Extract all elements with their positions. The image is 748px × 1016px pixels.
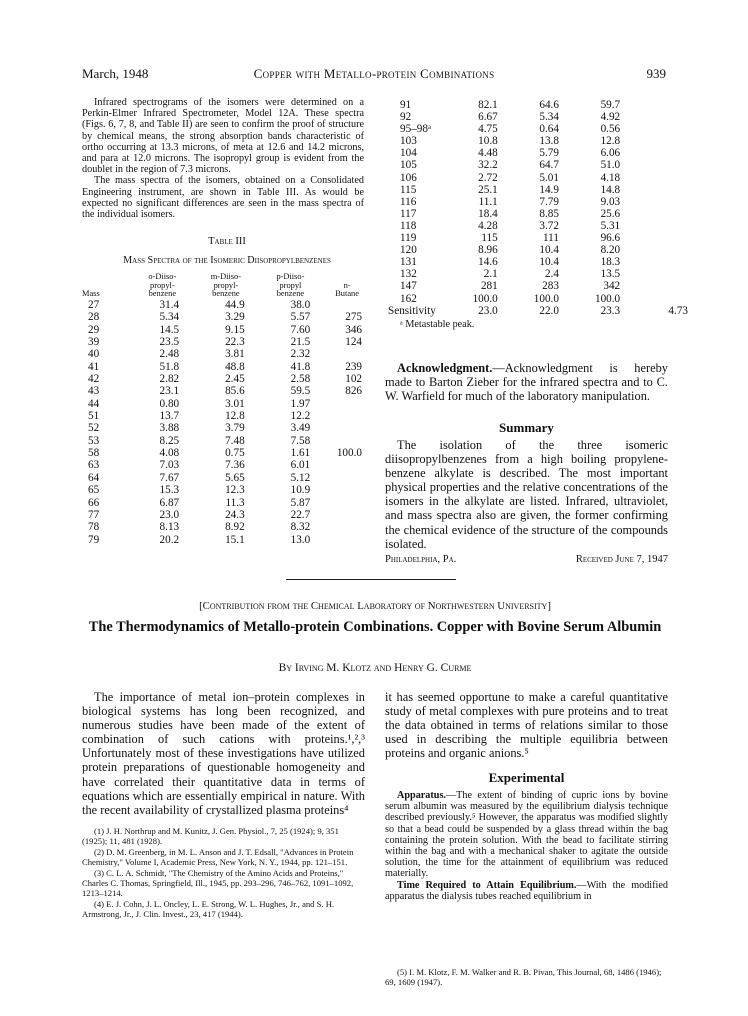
table-cell: 826 (345, 385, 362, 398)
table-cell (632, 268, 688, 280)
table-row (388, 196, 688, 208)
table-cell: 6.67 (478, 111, 498, 124)
table-cell: 100.0 (472, 292, 498, 305)
table-cell: 51 (88, 410, 100, 423)
table-cell: 12.2 (290, 410, 311, 423)
table-cell: 20.2 (159, 533, 180, 546)
table-cell: 91 (400, 99, 412, 111)
table-cell: 23.5 (159, 336, 180, 349)
table-cell: 5.79 (539, 147, 559, 160)
table-cell: 3.79 (225, 422, 245, 435)
col-header-ortho: o-Diiso- propyl- benzene (148, 272, 177, 299)
table-cell (322, 534, 372, 546)
table-cell: 11.3 (225, 496, 245, 509)
table-cell: 5.12 (290, 471, 311, 484)
apparatus-label: Apparatus. (397, 790, 446, 801)
table-row (82, 435, 372, 447)
table-row (388, 135, 688, 147)
footnotes-left (82, 826, 365, 920)
article-authors: By Irving M. Klotz and Henry G. Curme (278, 662, 472, 674)
table-cell: 7.36 (225, 459, 245, 472)
table-cell (322, 459, 372, 471)
table-row (388, 256, 688, 268)
table-cell: 7.48 (225, 434, 245, 447)
table-cell: 23.3 (600, 304, 621, 317)
table-cell (322, 398, 372, 410)
table-cell: 342 (603, 280, 621, 293)
table-cell: 13.8 (539, 135, 559, 148)
acknowledgment-label: Acknowledgment. (397, 361, 493, 375)
table-row (82, 348, 372, 360)
table-iii-body (82, 299, 372, 546)
table-row (82, 447, 372, 459)
table-cell: 119 (400, 232, 417, 245)
table-cell: 42 (88, 373, 100, 386)
table-cell: 0.75 (225, 447, 245, 460)
table-cell: 12.3 (225, 484, 245, 497)
table-cell: 23.0 (159, 508, 180, 521)
table-cell: 53 (88, 434, 100, 447)
table-cell: 23.0 (478, 304, 498, 317)
table-cell: 51.0 (600, 159, 621, 172)
time-equilibrium-text: —With the modified apparatus the dialysis tubes reached equilibrium in (385, 879, 668, 902)
table-cell: 65 (88, 484, 100, 497)
table-cell: 28 (88, 311, 100, 324)
table-row (388, 268, 688, 280)
footnote-1: (1) J. H. Northrup and M. Kunitz, J. Gen. Physiol., 7, 25 (1924); 9, 351 (1925); 11, 481 (1928). (82, 826, 339, 847)
table-cell: 85.6 (225, 385, 245, 398)
table-cell: 2.58 (290, 373, 311, 386)
table-cell: 44.9 (225, 299, 245, 311)
table-cell: 22.3 (225, 336, 245, 349)
table-cell: 9.15 (225, 323, 245, 336)
table-cell (632, 256, 688, 268)
table-cell: 111 (542, 232, 559, 245)
table-cell: 38.0 (290, 299, 311, 311)
table-iii (82, 235, 372, 546)
table-cell (322, 497, 372, 509)
table-cell: 2.48 (159, 348, 180, 361)
table-row (82, 373, 372, 385)
table-cell: 77 (88, 508, 100, 521)
table-cell: 5.31 (600, 219, 621, 232)
col-header-para: p-Diiso- propyl benzene (276, 272, 305, 299)
running-header (82, 66, 666, 84)
table-cell: 0.64 (539, 123, 559, 136)
table-cell: 147 (400, 280, 417, 293)
table-cell: 104 (400, 147, 417, 160)
table-cell: 0.56 (600, 123, 621, 136)
table-cell: 100.0 (533, 292, 559, 305)
footnote-3: (3) C. L. A. Schmidt, "The Chemistry of the Amino Acids and Proteins," Charles C. Thomas, Springfield, Ill., 1945, pp. 293–296, 746–762, 1091–1092, 1213–1214. (82, 867, 354, 899)
table-cell: 117 (400, 207, 417, 220)
table-cell: 31.4 (159, 299, 180, 311)
table-row (388, 208, 688, 220)
table-cell (632, 196, 688, 208)
table-cell (322, 472, 372, 484)
experimental-heading: Experimental (488, 770, 565, 785)
table-cell (632, 111, 688, 123)
table-cell: 131 (400, 256, 417, 269)
table-cell: 115 (400, 183, 417, 196)
table-cell: 106 (400, 171, 417, 184)
table-cell: 5.34 (159, 311, 180, 324)
table-cell: 4.92 (600, 111, 621, 124)
footnote-5: (5) I. M. Klotz, F. M. Walker and R. B. Pivan, This Journal, 68, 1486 (1946); 69, 1609 (1947). (385, 967, 662, 988)
table-cell: 346 (345, 323, 362, 336)
paragraph: Infrared spectrograms of the isomers were determined on a Perkin-Elmer Infrared Spectrometer, Model 12A. These spectra (Figs. 6, 7, 8, and Table II) are seen to confirm the proof of structure by chemical means, the strong absorption bands characteristic of ortho occurring at 13.3 microns, of meta at 12.6 and 14.2 microns, and para at 12.0 microns. The isopropyl group is evident from the doublet in the region of 7.3 microns. (82, 97, 364, 176)
table-cell: 7.58 (290, 434, 311, 447)
table-cell: 1.61 (290, 447, 311, 460)
table-cell: 8.85 (539, 207, 559, 220)
table-cell: 10.8 (478, 135, 498, 148)
section-divider (286, 579, 456, 580)
table-cell: 6.06 (600, 147, 621, 160)
header-date: March, 1948 (82, 66, 149, 81)
intro-paragraph-right: it has seemed opportune to make a careful quantitative study of metal complexes with pure proteins and to treat the data obtained in terms of relations similar to those used in describing the multiple equilibria between proteins and organic anions.⁵ (385, 690, 668, 761)
table-cell: Sensitivity (388, 304, 436, 317)
table-cell: 32.2 (478, 159, 498, 172)
table-cell: 5.01 (539, 171, 559, 184)
summary-heading: Summary (499, 420, 554, 435)
table-cell: 162 (400, 292, 417, 305)
table-row (82, 361, 372, 373)
table-cell: 9.03 (600, 195, 621, 208)
table-cell: 41.8 (290, 360, 311, 373)
table-cell: 59.5 (290, 385, 311, 398)
table-cell (632, 172, 688, 184)
table-cell: 103 (400, 135, 417, 148)
table-cell: 4.73 (668, 304, 688, 317)
col-header-butane: n- Butane (335, 280, 359, 299)
table-cell: 8.32 (290, 521, 311, 534)
table-cell (632, 220, 688, 232)
table-cell: 100.0 (594, 292, 621, 305)
summary-received: Received June 7, 1947 (575, 553, 668, 565)
intro-right-column (385, 690, 668, 760)
table-cell: 5.87 (290, 496, 311, 509)
table-row (388, 111, 688, 123)
table-row (82, 459, 372, 471)
col-header-mass: Mass (82, 289, 100, 299)
table-cell: 4.08 (159, 447, 180, 460)
table-cell: 3.88 (159, 422, 180, 435)
table-cell: 40 (88, 348, 100, 361)
table-cell: 3.49 (290, 422, 311, 435)
header-running-title: Copper with Metallo-protein Combinations (253, 66, 495, 81)
table-row (388, 244, 688, 256)
table-cell: 43 (88, 385, 100, 398)
table-cell: 8.20 (600, 244, 621, 257)
footnote-2: (2) D. M. Greenberg, in M. L. Anson and J. T. Edsall, "Advances in Protein Chemistry," Volume I, Academic Press, New York, N. Y., 1944, pp. 121–151. (82, 846, 354, 868)
table-cell: 120 (400, 244, 417, 257)
table-cell: 11.1 (478, 195, 498, 208)
table-footnote: ᵃ Metastable peak. (400, 318, 475, 330)
table-row (388, 293, 688, 305)
table-cell (632, 208, 688, 220)
table-cell: 12.8 (225, 410, 245, 423)
table-cell: 2.32 (290, 348, 311, 361)
table-row (82, 472, 372, 484)
table-cell: 6.01 (290, 459, 311, 472)
table-cell: 124 (345, 336, 362, 349)
article-title-block (82, 619, 668, 636)
time-equilibrium-label: Time Required to Attain Equilibrium. (397, 879, 577, 891)
table-row (82, 385, 372, 397)
table-cell (632, 184, 688, 196)
table-cell: 1.97 (290, 397, 311, 410)
table-row (388, 220, 688, 232)
table-cell: 44 (88, 397, 100, 410)
table-cell: 66 (88, 496, 100, 509)
table-cell: 281 (480, 280, 498, 293)
table-cell: 95–98ᵃ (400, 123, 432, 136)
table-cell: 22.7 (290, 508, 311, 521)
table-row (388, 159, 688, 171)
table-cell: 51.8 (159, 360, 180, 373)
table-cell: 23.1 (159, 385, 180, 398)
table-cell: 13.5 (600, 268, 621, 281)
table-cell: 132 (400, 268, 417, 281)
table-cell: 25.1 (478, 183, 498, 196)
table-cell (322, 422, 372, 434)
table-row (82, 534, 372, 546)
table-row (388, 305, 688, 317)
table-cell: 239 (345, 360, 362, 373)
table-cell: 58 (88, 447, 100, 460)
header-page-number: 939 (646, 66, 666, 81)
intro-infrared-paragraphs (82, 97, 364, 220)
table-cell (632, 123, 688, 135)
table-cell: 15.1 (225, 533, 245, 546)
table-cell (632, 99, 688, 111)
table-cell (632, 159, 688, 171)
table-cell: 4.28 (478, 219, 498, 232)
table-row (388, 123, 688, 135)
table-cell: 3.01 (225, 397, 245, 410)
table-cell: 0.80 (159, 397, 180, 410)
table-cell: 2.4 (544, 268, 559, 281)
table-cell: 14.6 (478, 256, 498, 269)
table-row (82, 521, 372, 533)
table-cell: 2.72 (478, 171, 498, 184)
contribution-line: [Contribution from the Chemical Laboratory of Northwestern University] (199, 600, 551, 612)
table-cell: 116 (400, 195, 417, 208)
table-cell (632, 232, 688, 244)
table-cell: 7.67 (159, 471, 180, 484)
table-row (82, 484, 372, 496)
table-cell: 15.3 (159, 484, 180, 497)
table-cell: 14.8 (600, 183, 621, 196)
summary-place: Philadelphia, Pa. (385, 553, 457, 565)
table-cell (322, 410, 372, 422)
footnote-4: (4) E. J. Cohn, J. L. Oncley, L. E. Strong, W. L. Hughes, Jr., and S. H. Armstrong, Jr., J. Clin. Invest., 23, 417 (1944). (82, 898, 335, 920)
table-cell: 78 (88, 521, 100, 534)
table-cell: 10.4 (539, 256, 559, 269)
table-cell (632, 244, 688, 256)
table-row (82, 336, 372, 348)
intro-paragraph-left: The importance of metal ion–protein complexes in biological systems has long been recognized, and numerous studies have been made of the extent of combination of such cations with proteins.¹,²,³ Unfortunately most of these investigations have utilized protein preparations of questionable homogeneity and have correlated their quantitative data in terms of equations which are essentially empirical in nature. With the recent availability of crystallized plasma proteins⁴ (82, 690, 365, 817)
table-iii-cont-grid (388, 99, 688, 317)
table-row (82, 410, 372, 422)
table-cell: 3.81 (225, 348, 245, 361)
table-cell: 59.7 (600, 99, 621, 111)
table-cell: 5.65 (225, 471, 245, 484)
table-cell (322, 521, 372, 533)
table-cell (632, 135, 688, 147)
table-cell: 8.25 (159, 434, 180, 447)
table-cell: 8.96 (478, 244, 498, 257)
table-cell: 48.8 (225, 360, 245, 373)
table-cell: 13.0 (290, 533, 311, 546)
table-cell: 7.60 (290, 323, 311, 336)
table-row (82, 398, 372, 410)
table-cell: 25.6 (600, 207, 621, 220)
table-cell: 7.79 (539, 195, 559, 208)
summary-text: The isolation of the three isomeric diisopropylbenzenes from a high boiling propylene-benzene alkylate is described. The most important physical properties and the relative concentrations of the isomers in the alkylate are listed. Infrared, ultraviolet, and mass spectra also are given, the former confirming the chemical evidence of the structure of the compounds isolated. (385, 438, 668, 551)
table-row (82, 497, 372, 509)
table-iii-continued (388, 99, 688, 331)
table-row (82, 299, 372, 311)
table-cell (632, 280, 688, 292)
table-row (388, 99, 688, 111)
table-cell (322, 348, 372, 360)
table-cell (322, 435, 372, 447)
table-cell: 22.0 (539, 304, 559, 317)
table-cell: 4.75 (478, 123, 498, 136)
table-cell: 24.3 (225, 508, 245, 521)
acknowledgment-section (385, 361, 668, 403)
table-cell: 27 (88, 299, 100, 311)
table-cell: 4.48 (478, 147, 498, 160)
table-cell: 6.87 (159, 496, 180, 509)
table-cell: 41 (88, 360, 100, 373)
table-cell (632, 293, 688, 305)
table-cell: 8.92 (225, 521, 245, 534)
table-cell: 14.9 (539, 183, 559, 196)
table-cell (322, 509, 372, 521)
table-cell: 64 (88, 471, 100, 484)
table-row (82, 324, 372, 336)
table-cell: 92 (400, 111, 412, 124)
table-cell: 10.9 (290, 484, 311, 497)
table-row (82, 311, 372, 323)
table-cell: 79 (88, 533, 100, 546)
table-cell: 283 (542, 280, 559, 293)
table-cell: 5.57 (290, 311, 311, 324)
table-cell: 14.5 (159, 323, 180, 336)
table-cell: 2.82 (159, 373, 180, 386)
paragraph: The mass spectra of the isomers, obtained on a Consolidated Engineering instrument, are shown in Table III. As would be expected no significant differences are seen in the mass spectra of the individual isomers. (82, 175, 364, 221)
table-cell: 21.5 (290, 336, 311, 349)
table-cell: 12.8 (600, 135, 621, 148)
footnote-right (385, 967, 668, 988)
table-cell: 102 (345, 373, 362, 386)
table-cell: 39 (88, 336, 100, 349)
acknowledgment-text: —Acknowledgment is hereby made to Barton Zieber for the infrared spectra and to C. W. Warfield for much of the laboratory manipulation. (385, 361, 668, 404)
apparatus-text: —The extent of binding of cupric ions by bovine serum albumin was measured by the equilibrium dialysis technique described previously.⁵ However, the apparatus was modified slightly so that a bead could be suspended by a glass thread within the bag containing the protein solution. With the bead to facilitate stirring within the bag and with a mechanical shaker to agitate the outside solution, the time for the attainment of equilibrium was reduced materially. (385, 790, 668, 880)
table-row (388, 147, 688, 159)
table-cell: 82.1 (478, 99, 498, 111)
table-cell: 5.34 (539, 111, 559, 124)
table-cell: 18.3 (600, 256, 621, 269)
col-header-meta: m-Diiso- propyl- benzene (210, 272, 242, 299)
table-row (388, 280, 688, 292)
table-cell: 63 (88, 459, 100, 472)
table-label: Table III (208, 236, 246, 247)
table-iii-cont-body (388, 99, 688, 317)
table-iii-grid (82, 269, 372, 546)
table-cell: 3.29 (225, 311, 245, 324)
table-title: Mass Spectra of the Isomeric Diisopropylbenzenes (123, 255, 331, 266)
table-cell: 115 (481, 232, 498, 245)
table-cell: 52 (88, 422, 100, 435)
table-cell: 8.13 (159, 521, 180, 534)
table-cell: 2.45 (225, 373, 245, 386)
table-row (82, 509, 372, 521)
table-cell (632, 147, 688, 159)
article-title: The Thermodynamics of Metallo-protein Combinations. Copper with Bovine Serum Albumin (88, 619, 662, 635)
table-cell (322, 299, 372, 311)
table-cell: 4.18 (600, 171, 621, 184)
table-cell: 96.6 (600, 232, 621, 245)
table-cell (322, 484, 372, 496)
table-cell: 10.4 (539, 244, 559, 257)
table-cell: 100.0 (336, 447, 362, 460)
summary-section (385, 420, 668, 568)
experimental-section (385, 770, 668, 902)
table-cell: 275 (345, 311, 362, 324)
table-cell: 64.6 (539, 99, 559, 111)
table-cell: 105 (400, 159, 417, 172)
table-cell: 7.03 (159, 459, 180, 472)
table-cell: 13.7 (159, 410, 180, 423)
table-cell: 118 (400, 219, 417, 232)
table-cell: 18.4 (478, 207, 498, 220)
table-row (388, 184, 688, 196)
table-row (388, 232, 688, 244)
table-row (82, 422, 372, 434)
intro-left-column (82, 690, 365, 817)
table-cell: 64.7 (539, 159, 559, 172)
table-cell: 3.72 (539, 219, 559, 232)
table-cell: 2.1 (483, 268, 498, 281)
table-cell: 29 (88, 323, 100, 336)
table-row (388, 172, 688, 184)
